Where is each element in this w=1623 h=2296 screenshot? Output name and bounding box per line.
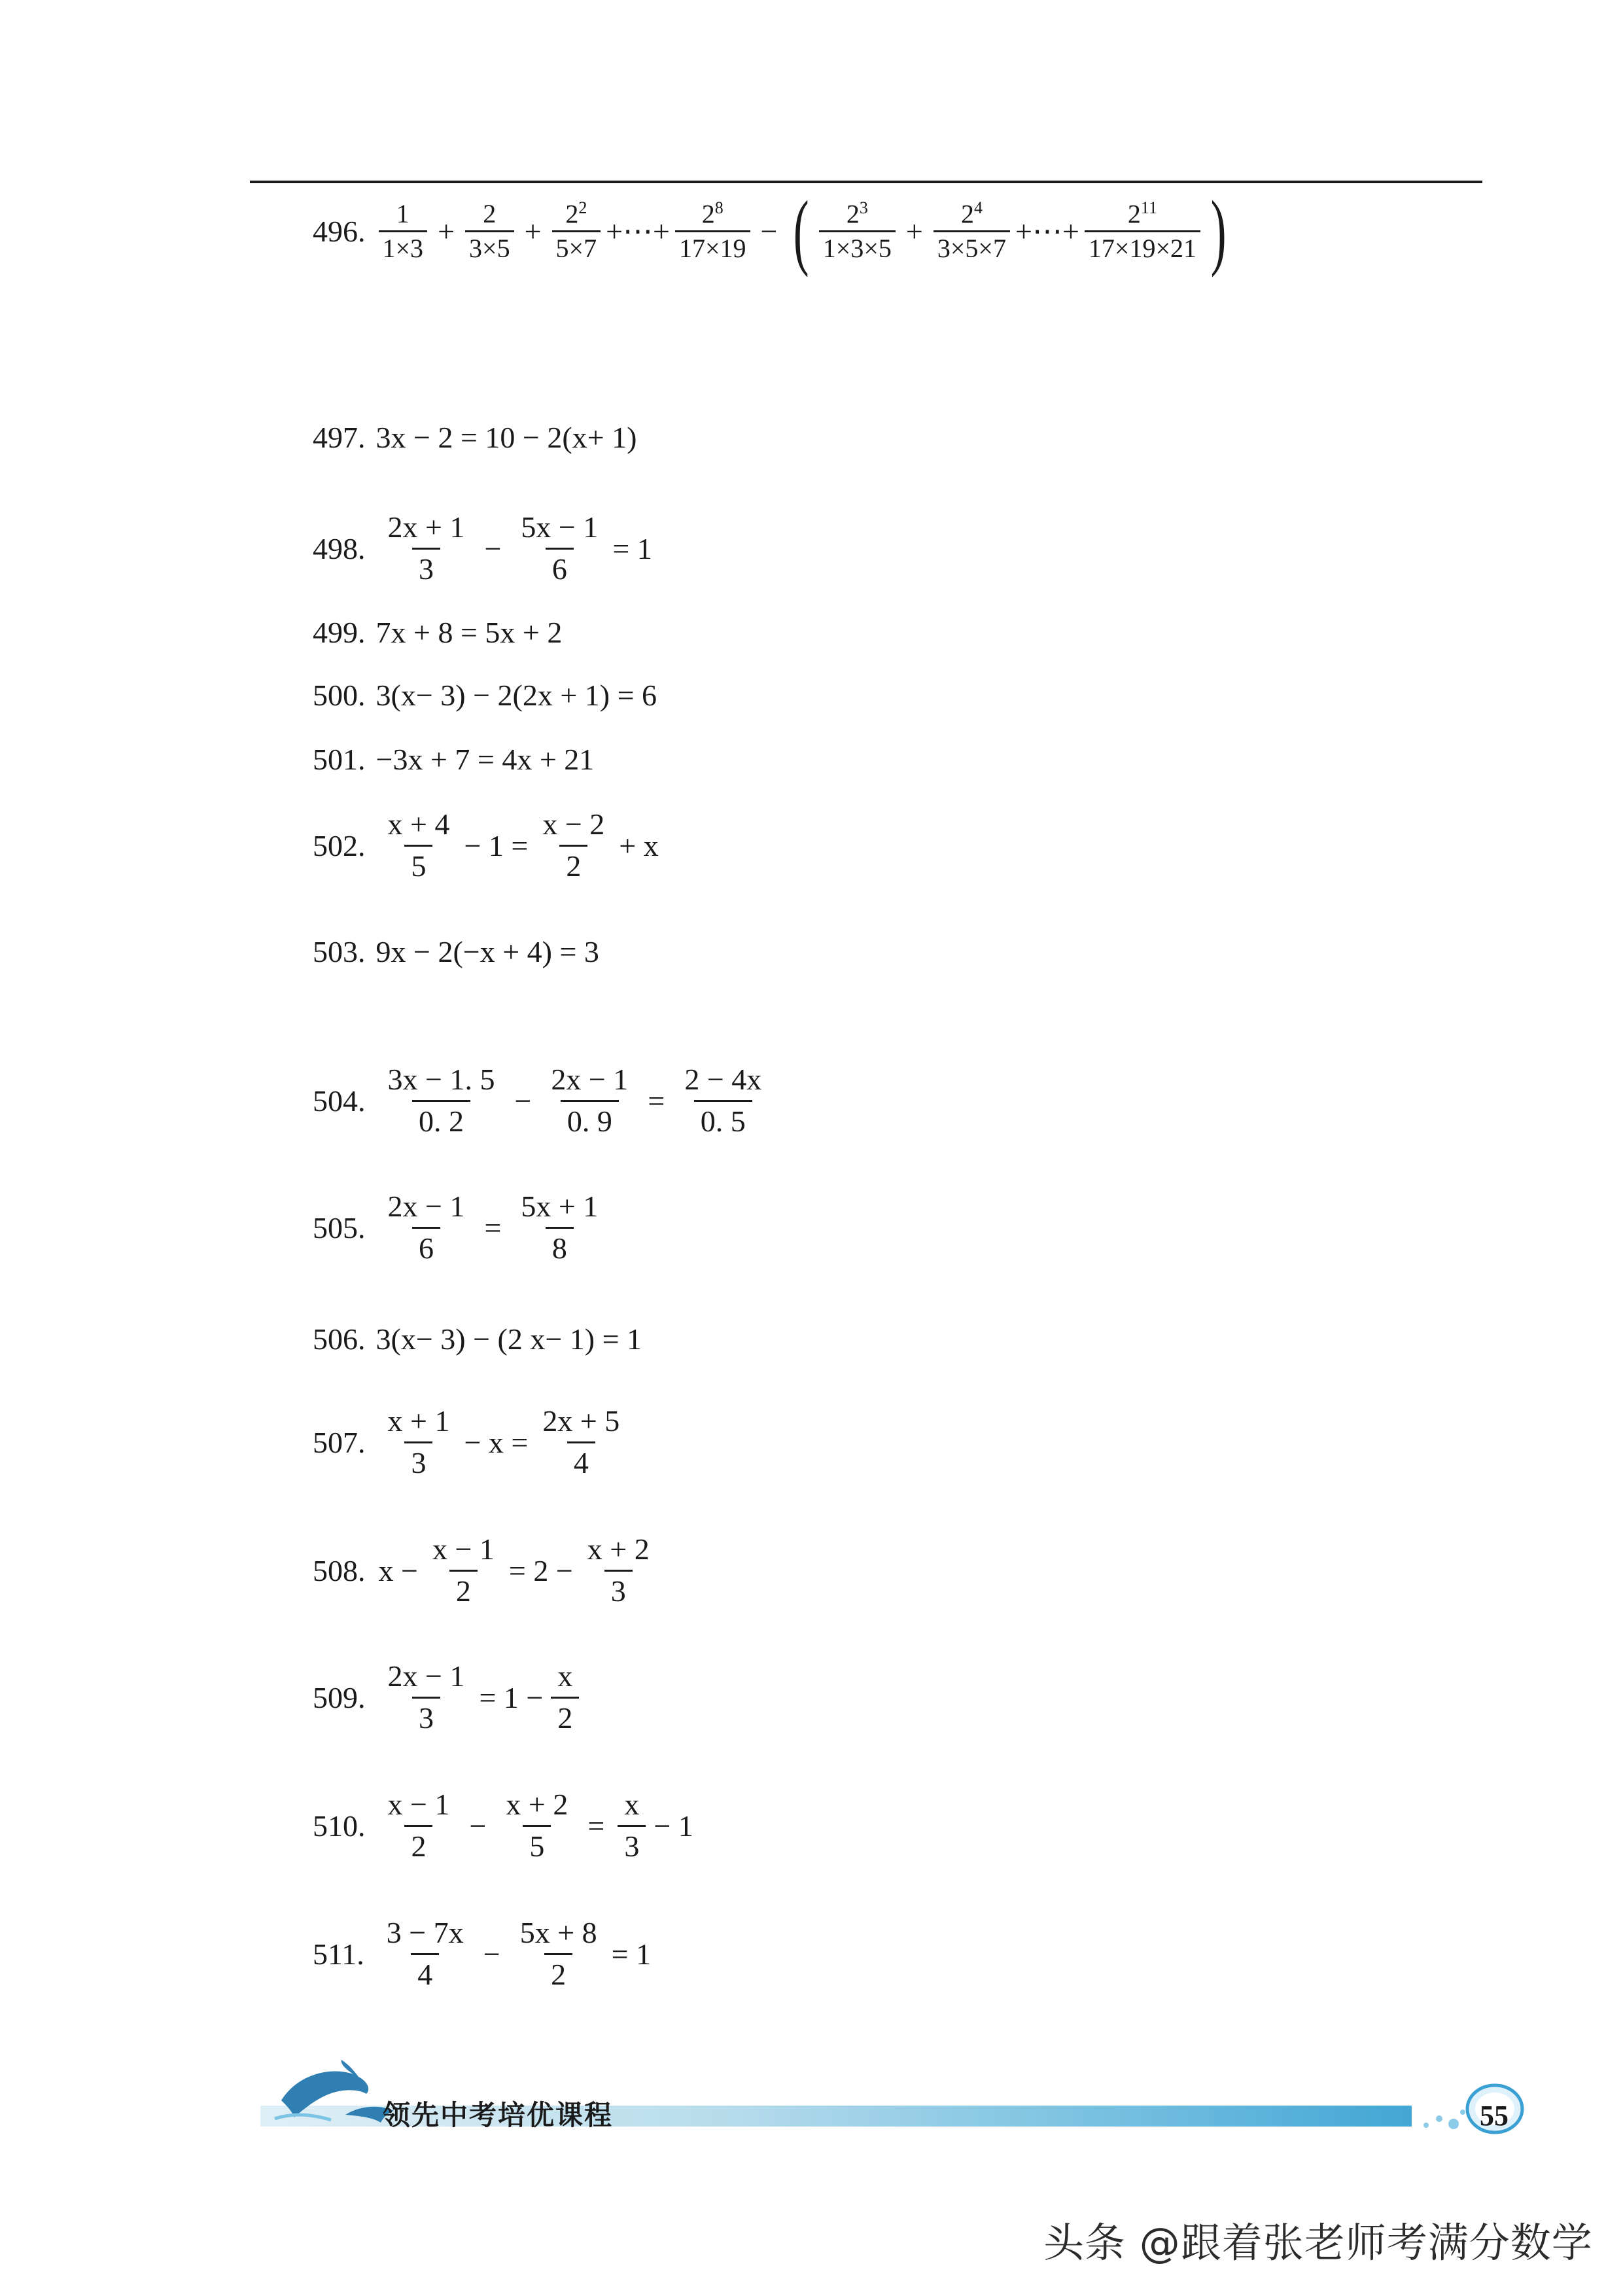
problem-number: 509. [313, 1680, 366, 1714]
right-paren: ) [1210, 184, 1227, 278]
problem-number: 499. [313, 616, 366, 649]
problem-number: 508. [313, 1553, 366, 1587]
fraction: $\frac{x}{2}$ [551, 1659, 579, 1736]
problem-509: 509. $\frac{2x - 1}{3}$ = 1 − $\frac{x}{2}$ [313, 1659, 584, 1736]
problem-number: 502. [313, 828, 366, 862]
fraction: $\frac{2^4}{3\times 5\times 7}$ [934, 198, 1010, 264]
fraction: $\frac{5x + 8}{2}$ [519, 1916, 597, 1991]
fraction: $\frac{2}{3\times 5}$ [465, 199, 514, 264]
fraction: $\frac{2^{11}}{17\times 19\times 21}$ [1085, 198, 1200, 264]
fraction: $\frac{x + 4}{5}$ [387, 807, 450, 883]
left-paren: ( [793, 184, 809, 278]
fraction: $\frac{x}{3}$ [618, 1788, 646, 1864]
fraction: $\frac{2x + 1}{3}$ [387, 510, 465, 586]
problem-503 [313, 934, 599, 969]
problem-number: 500. [313, 679, 366, 712]
problem-501 [313, 742, 594, 777]
watermark: 头条 @跟着张老师考满分数学 [1043, 2219, 1593, 2267]
fraction: $\frac{2^3}{1\times 3\times 5}$ [819, 198, 896, 264]
problem-508: 508. x − $\frac{x - 1}{2}$ = 2 − $\frac{x + 2}{3}$ [313, 1532, 661, 1609]
problem-502: 502. $\frac{x + 4}{5}$ − 1 = $\frac{x - 2}{2}$ + x [313, 807, 659, 883]
problem-496: 496. $\frac{1}{1\times 3}$ + $\frac{2}{3\times 5}$ + $\frac{2^2}{5\times 7}$ +⋯+ $\frac{2^8}{17\times 19}$ − ( $\frac{2^3}{1\times 3\times 5}$ + $\frac{2^4}{3\times 5\times 7}$ +⋯+ $\frac{2^{11}}{17\times 19\times 21}$ ) [313, 184, 1227, 278]
fraction: $\frac{x + 1}{3}$ [387, 1404, 450, 1479]
fraction: $\frac{x - 1}{2}$ [432, 1532, 495, 1608]
fraction: $\frac{2^8}{17\times 19}$ [675, 198, 750, 264]
problem-number: 504. [313, 1084, 366, 1118]
problem-number: 503. [313, 935, 366, 968]
fraction: $\frac{2^2}{5\times 7}$ [552, 198, 601, 264]
equation: 3x − 2 = 10 − 2(x+ 1) [375, 421, 637, 454]
fraction: $\frac{2x - 1}{6}$ [387, 1190, 465, 1265]
problem-511: 511. $\frac{3 - 7x}{4}$ − $\frac{5x + 8}{2}$ = 1 [313, 1916, 652, 1991]
page-number: 55 [1480, 2100, 1509, 2132]
problem-504: 504. $\frac{3x - 1. 5}{0. 2}$ − $\frac{2x - 1}{0. 9}$ = $\frac{2 - 4x}{0. 5}$ [313, 1063, 773, 1139]
fraction: $\frac{x - 1}{2}$ [387, 1788, 450, 1863]
problem-505: 505. $\frac{2x - 1}{6}$ = $\frac{5x + 1}{8}$ [313, 1190, 610, 1266]
problem-500 [313, 678, 657, 713]
equation: −3x + 7 = 4x + 21 [375, 743, 595, 776]
problem-498: 498. $\frac{2x + 1}{3}$ − $\frac{5x - 1}{6}$ = 1 [313, 510, 652, 586]
header-rule [250, 181, 1482, 183]
fraction: $\frac{x - 2}{2}$ [542, 807, 605, 883]
problem-number: 507. [313, 1425, 366, 1459]
fraction: $\frac{2x - 1}{0. 9}$ [551, 1063, 629, 1138]
equation: 3(x− 3) − (2 x− 1) = 1 [375, 1322, 642, 1356]
problem-number: 510. [313, 1809, 366, 1843]
problem-number: 497. [313, 421, 366, 454]
problem-506 [313, 1322, 642, 1356]
equation: 3(x− 3) − 2(2x + 1) = 6 [375, 679, 657, 712]
problem-number: 505. [313, 1210, 366, 1245]
fraction: $\frac{5x + 1}{8}$ [521, 1190, 599, 1265]
problem-number: 498. [313, 531, 366, 565]
problem-number: 506. [313, 1322, 366, 1356]
problem-510: 510. $\frac{x - 1}{2}$ − $\frac{x + 2}{5}$ = $\frac{x}{3}$ − 1 [313, 1788, 693, 1863]
fraction: $\frac{x + 2}{3}$ [587, 1532, 650, 1608]
problem-499 [313, 615, 562, 650]
fraction: $\frac{1}{1\times 3}$ [379, 199, 428, 264]
fraction: $\frac{3x - 1. 5}{0. 2}$ [387, 1063, 495, 1138]
fraction: $\frac{2 - 4x}{0. 5}$ [684, 1063, 762, 1138]
equation: 7x + 8 = 5x + 2 [375, 616, 563, 649]
fraction: $\frac{2x - 1}{3}$ [387, 1659, 465, 1735]
problem-507: 507. $\frac{x + 1}{3}$ − x = $\frac{2x + 5}{4}$ [313, 1404, 631, 1481]
fraction: $\frac{2x + 5}{4}$ [542, 1404, 620, 1479]
fraction: $\frac{x + 2}{5}$ [506, 1788, 568, 1863]
problem-497 [313, 420, 637, 455]
problem-number: 496. [313, 214, 366, 248]
fraction: $\frac{3 - 7x}{4}$ [386, 1916, 464, 1991]
problem-number: 511. [313, 1937, 364, 1971]
problem-number: 501. [313, 743, 366, 776]
equation: 9x − 2(−x + 4) = 3 [375, 935, 599, 968]
footer-title: 领先中考培优课程 [383, 2099, 614, 2131]
fraction: $\frac{5x - 1}{6}$ [521, 510, 599, 586]
